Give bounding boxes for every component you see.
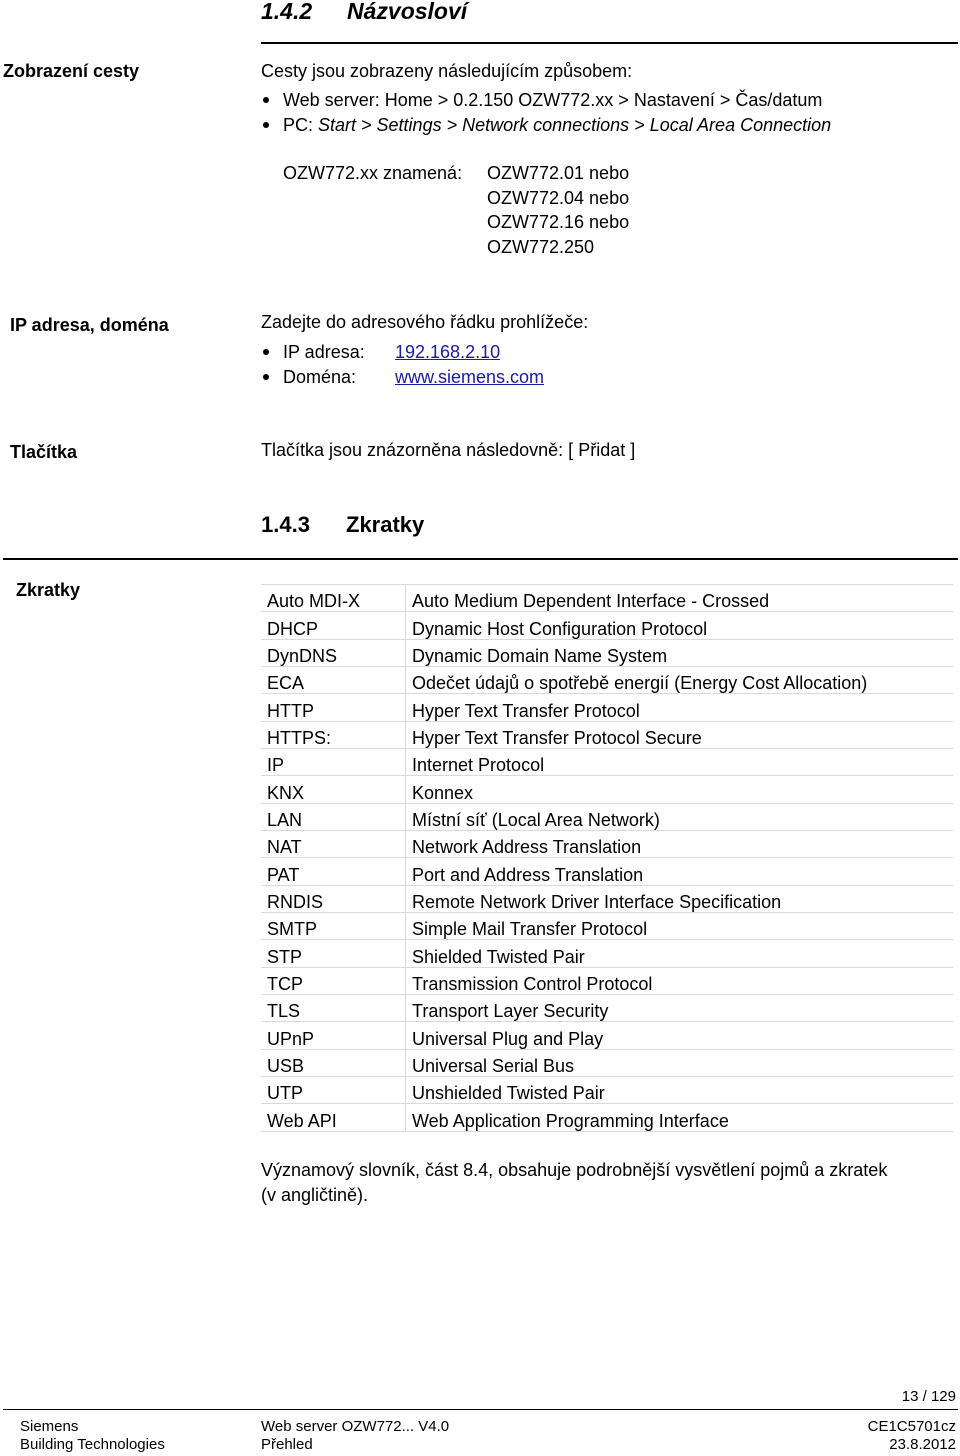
footer-date: 23.8.2012 <box>889 1436 956 1453</box>
abbreviation-cell: DHCP <box>261 612 406 639</box>
table-row <box>261 967 953 994</box>
abbreviation-cell: ECA <box>261 666 406 693</box>
meaning-cell: Hyper Text Transfer Protocol Secure <box>406 721 954 748</box>
xx-label: OZW772.xx znamená: <box>283 163 463 183</box>
abbreviation-cell: TLS <box>261 994 406 1021</box>
ip-address-label: IP adresa: <box>283 342 365 362</box>
side-label-ip: IP adresa, doména <box>10 315 169 335</box>
meaning-cell: Network Address Translation <box>406 830 954 857</box>
abbreviation-cell: PAT <box>261 858 406 885</box>
abbreviation-cell: HTTP <box>261 694 406 721</box>
list-item <box>261 114 951 139</box>
abbreviation-cell: IP <box>261 748 406 775</box>
meaning-cell: Auto Medium Dependent Interface - Crossed <box>406 585 954 612</box>
abbreviation-cell: SMTP <box>261 912 406 939</box>
meaning-cell: Shielded Twisted Pair <box>406 940 954 967</box>
section-number: 1.4.3 <box>261 512 310 537</box>
glossary-note-line1: Významový slovník, část 8.4, obsahuje podrobnější vysvětlení pojmů a zkratek <box>261 1160 888 1180</box>
abbreviation-cell: UTP <box>261 1076 406 1103</box>
abbreviation-cell: KNX <box>261 776 406 803</box>
list-item <box>261 341 661 366</box>
table-row <box>261 694 953 721</box>
xx-value: OZW772.250 <box>487 237 595 257</box>
meaning-cell: Transport Layer Security <box>406 994 954 1021</box>
meaning-cell: Universal Plug and Play <box>406 1022 954 1049</box>
table-row <box>261 748 953 775</box>
abbreviation-cell: NAT <box>261 830 406 857</box>
abbreviation-cell: UPnP <box>261 1022 406 1049</box>
footer-rule <box>3 1409 958 1410</box>
abbreviations-table <box>261 584 953 1132</box>
ip-address-link[interactable]: 192.168.2.10 <box>395 342 501 362</box>
domain-label: Doména: <box>283 367 357 387</box>
meaning-cell: Transmission Control Protocol <box>406 967 954 994</box>
table-row <box>261 612 953 639</box>
list-item <box>261 89 951 114</box>
side-label-buttons: Tlačítka <box>10 442 78 462</box>
meaning-cell: Universal Serial Bus <box>406 1049 954 1076</box>
meaning-cell: Odečet údajů o spotřebě energií (Energy Cost Allocation) <box>406 666 954 693</box>
section-title: Zkratky <box>346 512 425 537</box>
web-path: Home > 0.2.150 OZW772.xx > Nastavení > Čas/datum <box>384 90 823 110</box>
meaning-cell: Dynamic Host Configuration Protocol <box>406 612 954 639</box>
meaning-cell: Konnex <box>406 776 954 803</box>
meaning-cell: Simple Mail Transfer Protocol <box>406 912 954 939</box>
abbreviation-cell: USB <box>261 1049 406 1076</box>
abbreviation-cell: Auto MDI-X <box>261 585 406 612</box>
meaning-cell: Internet Protocol <box>406 748 954 775</box>
section-number: 1.4.2 <box>261 0 313 24</box>
paths-list <box>261 89 951 139</box>
table-row <box>261 830 953 857</box>
table-row <box>261 885 953 912</box>
abbreviation-cell: DynDNS <box>261 639 406 666</box>
xx-value: OZW772.01 nebo <box>487 163 630 183</box>
web-prefix: Web server: <box>283 90 385 110</box>
ip-list <box>261 341 661 391</box>
footer-doc-title: Web server OZW772... V4.0 <box>261 1418 450 1435</box>
pc-path: Start > Settings > Network connections > Local Area Connection <box>318 115 832 135</box>
meaning-cell: Místní síť (Local Area Network) <box>406 803 954 830</box>
table-row <box>261 1022 953 1049</box>
meaning-cell: Hyper Text Transfer Protocol <box>406 694 954 721</box>
table-row <box>261 585 953 612</box>
abbreviation-cell: HTTPS: <box>261 721 406 748</box>
meaning-cell: Dynamic Domain Name System <box>406 639 954 666</box>
meaning-cell: Unshielded Twisted Pair <box>406 1076 954 1103</box>
table-row <box>261 912 953 939</box>
table-row <box>261 721 953 748</box>
footer-chapter: Přehled <box>261 1436 313 1453</box>
footer-doc-ref: CE1C5701cz <box>867 1418 956 1435</box>
abbreviation-cell: RNDIS <box>261 885 406 912</box>
pc-prefix: PC: <box>283 115 319 135</box>
domain-link[interactable]: www.siemens.com <box>395 367 545 387</box>
abbreviation-cell: Web API <box>261 1104 406 1131</box>
meaning-cell: Port and Address Translation <box>406 858 954 885</box>
xx-value: OZW772.16 nebo <box>487 212 630 232</box>
table-row <box>261 1104 953 1131</box>
meaning-cell: Web Application Programming Interface <box>406 1104 954 1131</box>
ip-intro: Zadejte do adresového řádku prohlížeče: <box>261 312 589 332</box>
list-item <box>261 366 661 391</box>
table-row <box>261 639 953 666</box>
abbreviation-cell: LAN <box>261 803 406 830</box>
table-row <box>261 858 953 885</box>
footer-division: Building Technologies <box>20 1436 165 1453</box>
page-number: 13 / 129 <box>901 1388 956 1405</box>
table-row <box>261 666 953 693</box>
xx-value: OZW772.04 nebo <box>487 188 630 208</box>
side-label-paths: Zobrazení cesty <box>3 61 140 81</box>
side-label-abbreviations: Zkratky <box>16 580 81 600</box>
table-row <box>261 994 953 1021</box>
meaning-cell: Remote Network Driver Interface Specification <box>406 885 954 912</box>
table-row <box>261 1049 953 1076</box>
table-row <box>261 776 953 803</box>
abbreviation-cell: STP <box>261 940 406 967</box>
abbreviations-table-body <box>261 585 953 1132</box>
buttons-text: Tlačítka jsou znázorněna následovně: [ Přidat ] <box>261 440 636 460</box>
table-row <box>261 940 953 967</box>
section-title: Názvosloví <box>347 0 468 24</box>
section-rule <box>261 42 958 44</box>
paths-intro: Cesty jsou zobrazeny následujícím způsobem: <box>261 61 633 81</box>
section-rule <box>3 558 958 560</box>
table-row <box>261 803 953 830</box>
abbreviation-cell: TCP <box>261 967 406 994</box>
table-row <box>261 1076 953 1103</box>
footer-company: Siemens <box>20 1418 79 1435</box>
glossary-note-line2: (v angličtině). <box>261 1185 369 1205</box>
